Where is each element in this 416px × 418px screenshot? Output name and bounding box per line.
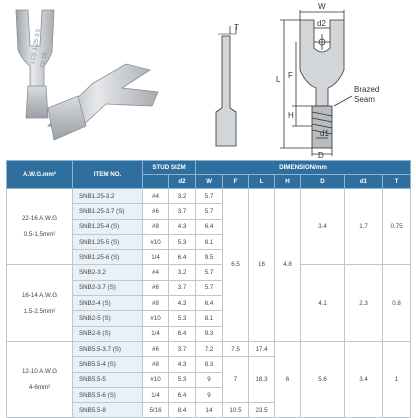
header-F: F bbox=[223, 175, 249, 189]
stud-size: #10 bbox=[143, 372, 169, 387]
w-value: 5.7 bbox=[196, 189, 223, 204]
stud-size: 5/16 bbox=[143, 403, 169, 418]
l-value: 23.5 bbox=[249, 403, 275, 418]
terminal-drawings bbox=[0, 0, 416, 160]
stud-size: #6 bbox=[143, 280, 169, 295]
header-d1: d1 bbox=[345, 175, 383, 189]
w-value: 6.4 bbox=[196, 219, 223, 234]
stud-size: #8 bbox=[143, 296, 169, 311]
diagram-area bbox=[0, 0, 416, 160]
d-value: 3.4 bbox=[301, 189, 345, 265]
header-awg: A.W.G.mm² bbox=[7, 161, 73, 189]
awg-group-3 bbox=[7, 341, 73, 417]
item-no: SNB2-5 (S) bbox=[73, 311, 143, 326]
t-value: 1 bbox=[383, 341, 411, 417]
w-value: 7.2 bbox=[196, 341, 223, 356]
t-value: 0.8 bbox=[383, 265, 411, 341]
stud-size: #8 bbox=[143, 357, 169, 372]
f-value: 10.5 bbox=[223, 403, 249, 418]
dim-label-L: L bbox=[276, 75, 281, 84]
w-value: 8.1 bbox=[196, 311, 223, 326]
stud-size: #10 bbox=[143, 311, 169, 326]
d2-value: 3.2 bbox=[169, 189, 196, 204]
h-value-shared: 4.8 bbox=[275, 189, 301, 342]
d-value: 5.6 bbox=[301, 341, 345, 417]
d2-value: 8.4 bbox=[169, 403, 196, 418]
item-no: SNB1.25-6 (S) bbox=[73, 250, 143, 265]
header-T: T bbox=[383, 175, 411, 189]
f-value: 7.5 bbox=[223, 341, 249, 356]
d2-value: 3.7 bbox=[169, 204, 196, 219]
awg-group-2 bbox=[7, 265, 73, 341]
header-W: W bbox=[196, 175, 223, 189]
d1-value: 1.7 bbox=[345, 189, 383, 265]
photo-marking-1: LCS 1.25-3.5 bbox=[30, 28, 43, 65]
side-view-drawing bbox=[216, 26, 236, 146]
stud-size: #6 bbox=[143, 204, 169, 219]
table-row bbox=[7, 341, 411, 356]
seam-label: Seam bbox=[354, 95, 375, 104]
dim-label-F: F bbox=[288, 71, 293, 80]
dim-label-W: W bbox=[318, 2, 326, 11]
item-no: SNB5.5-5 bbox=[73, 372, 143, 387]
d2-value: 5.3 bbox=[169, 372, 196, 387]
header-H: H bbox=[275, 175, 301, 189]
f-value: 7 bbox=[223, 357, 249, 403]
header-item: ITEM NO. bbox=[73, 161, 143, 189]
item-no: SNB1.25-3.2 bbox=[73, 189, 143, 204]
photo-marking-2: 22-16 bbox=[40, 52, 49, 69]
awg-mm-label: 4-6mm² bbox=[28, 384, 51, 392]
item-no: SNB1.25-4 (S) bbox=[73, 219, 143, 234]
table-row bbox=[7, 265, 411, 280]
header-stud: STUD SIZM bbox=[143, 161, 196, 175]
front-view-drawing bbox=[280, 10, 352, 156]
header-d2: d2 bbox=[169, 175, 196, 189]
stud-size: 1/4 bbox=[143, 387, 169, 402]
stud-size: #10 bbox=[143, 234, 169, 249]
l-value: 18.3 bbox=[249, 357, 275, 403]
w-value: 8.1 bbox=[196, 234, 223, 249]
d2-value: 4.3 bbox=[169, 357, 196, 372]
d2-value: 6.4 bbox=[169, 387, 196, 402]
header-stud-blank bbox=[143, 175, 169, 189]
l-value: 17.4 bbox=[249, 341, 275, 356]
w-value: 5.7 bbox=[196, 204, 223, 219]
awg-label: 16-14 A.W.G bbox=[21, 291, 58, 299]
stud-size: #4 bbox=[143, 189, 169, 204]
stud-size: #6 bbox=[143, 341, 169, 356]
w-value: 9 bbox=[196, 372, 223, 387]
awg-group-1 bbox=[7, 189, 73, 265]
item-no: SNB2-3.7 (S) bbox=[73, 280, 143, 295]
terminal-photo bbox=[16, 10, 158, 140]
d2-value: 3.7 bbox=[169, 280, 196, 295]
item-no: SNB5.5-6 (S) bbox=[73, 387, 143, 402]
dim-label-D: D bbox=[318, 151, 324, 160]
d2-value: 5.3 bbox=[169, 311, 196, 326]
w-value: 6.4 bbox=[196, 296, 223, 311]
f-value-shared: 6.5 bbox=[223, 189, 249, 342]
awg-label: 12-10 A.W.G bbox=[21, 368, 58, 376]
d2-value: 4.3 bbox=[169, 296, 196, 311]
dim-label-d1: d1 bbox=[320, 129, 329, 138]
t-value: 0.75 bbox=[383, 189, 411, 265]
item-no: SNB1.25-3.7 (S) bbox=[73, 204, 143, 219]
w-value: 9 bbox=[196, 387, 223, 402]
stud-size: #4 bbox=[143, 265, 169, 280]
table-row bbox=[7, 189, 411, 204]
item-no: SNB5.5-8 bbox=[73, 403, 143, 418]
d2-value: 6.4 bbox=[169, 326, 196, 341]
d2-value: 4.3 bbox=[169, 219, 196, 234]
item-no: SNB5.5-3.7 (S) bbox=[73, 341, 143, 356]
w-value: 8.3 bbox=[196, 357, 223, 372]
w-value: 9.5 bbox=[196, 250, 223, 265]
awg-mm-label: 0.5-1.5mm² bbox=[23, 231, 56, 239]
w-value: 9.3 bbox=[196, 326, 223, 341]
header-dimension: DIMENSION/mm bbox=[196, 161, 411, 175]
dim-label-H: H bbox=[288, 111, 294, 120]
awg-mm-label: 1.5-2.5mm² bbox=[23, 307, 56, 315]
d1-value: 2.3 bbox=[345, 265, 383, 341]
spec-table bbox=[6, 160, 411, 418]
stud-size: 1/4 bbox=[143, 250, 169, 265]
header-L: L bbox=[249, 175, 275, 189]
stud-size: 1/4 bbox=[143, 326, 169, 341]
w-value: 5.7 bbox=[196, 280, 223, 295]
d-value: 4.1 bbox=[301, 265, 345, 341]
item-no: SNB2-4 (S) bbox=[73, 296, 143, 311]
h-value: 6 bbox=[275, 341, 301, 417]
brazed-label: Brazed bbox=[354, 85, 380, 94]
item-no: SNB5.5-4 (S) bbox=[73, 357, 143, 372]
item-no: SNB2-3.2 bbox=[73, 265, 143, 280]
w-value: 5.7 bbox=[196, 265, 223, 280]
d1-value: 3.4 bbox=[345, 341, 383, 417]
w-value: 14 bbox=[196, 403, 223, 418]
dim-label-d2: d2 bbox=[317, 19, 326, 28]
d2-value: 5.3 bbox=[169, 234, 196, 249]
dim-label-T: T bbox=[234, 23, 239, 32]
item-no: SNB2-6 (S) bbox=[73, 326, 143, 341]
header-D: D bbox=[301, 175, 345, 189]
stud-size: #8 bbox=[143, 219, 169, 234]
l-value-shared: 16 bbox=[249, 189, 275, 342]
d2-value: 3.2 bbox=[169, 265, 196, 280]
d2-value: 6.4 bbox=[169, 250, 196, 265]
d2-value: 3.7 bbox=[169, 341, 196, 356]
awg-label: 22-16 A.W.G bbox=[21, 215, 58, 223]
item-no: SNB1.25-5 (S) bbox=[73, 234, 143, 249]
